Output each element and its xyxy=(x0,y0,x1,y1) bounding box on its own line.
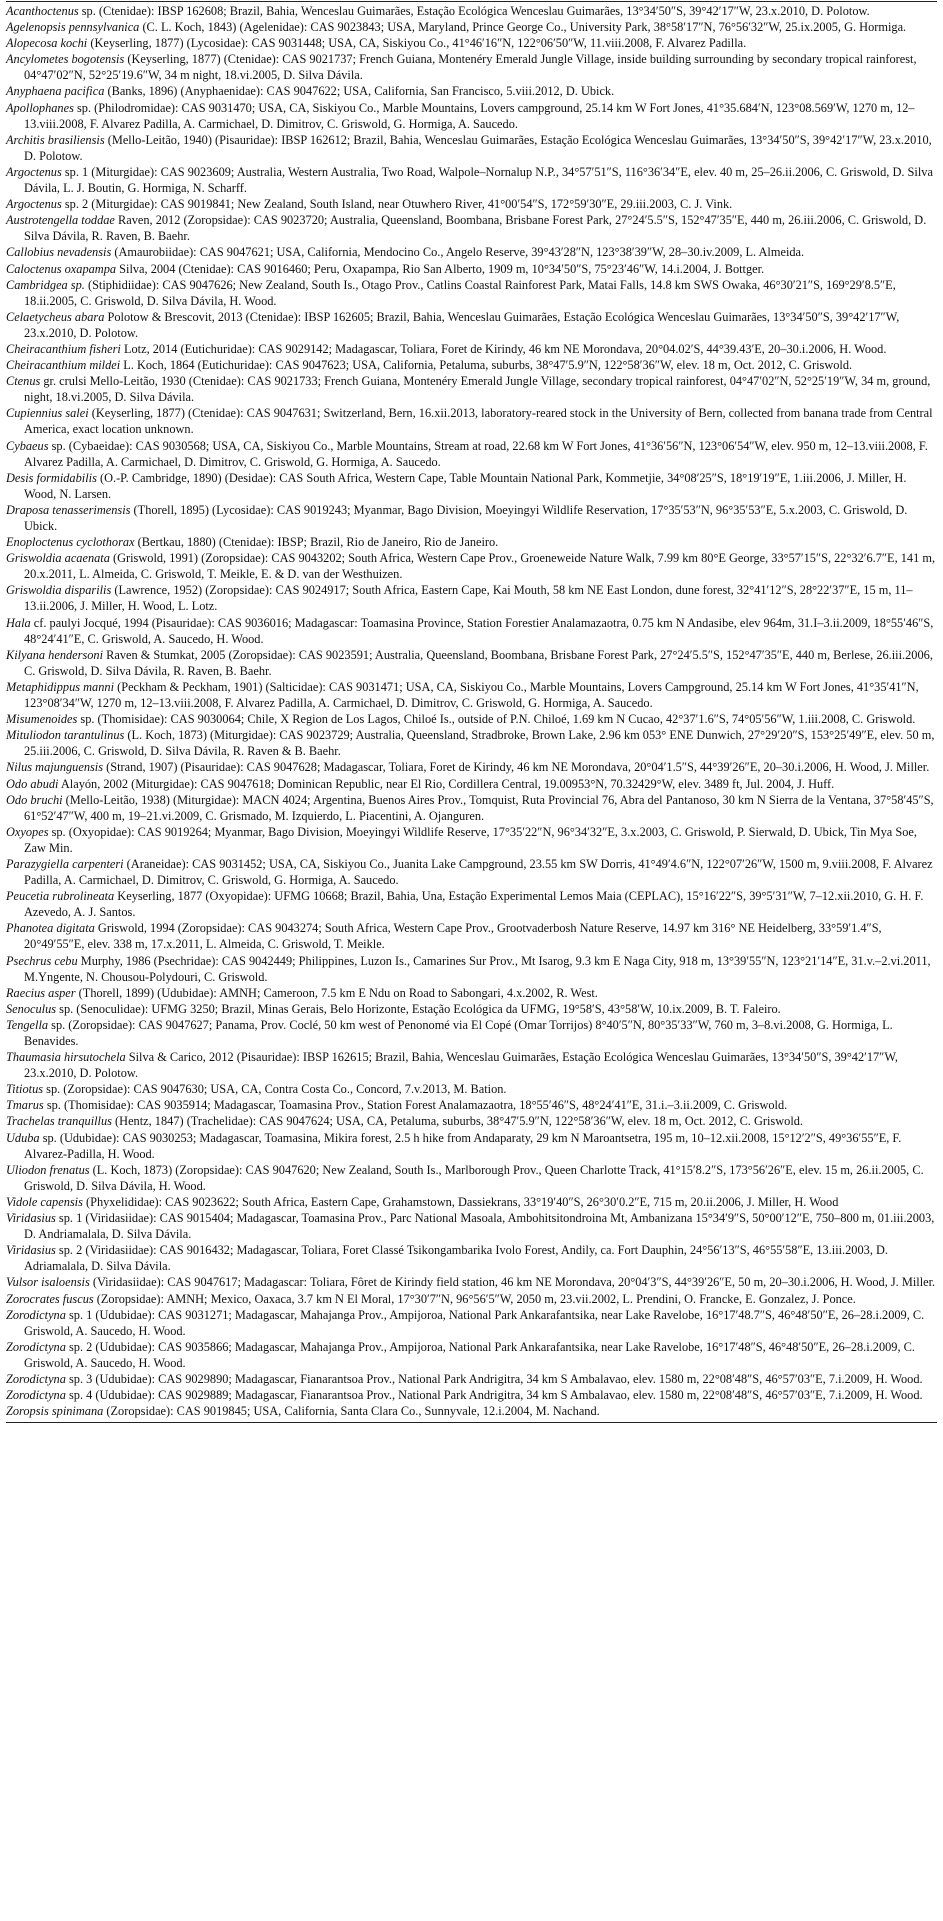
specimen-record: (O.-P. Cambridge, 1890) (Desidae): CAS South Africa, Western Cape, Table Mountain National Park, Kommetjie, 34°08′25″S, 18°19′19″E, 1.iii.2006, J. Miller, H. Wood, N. Larsen. xyxy=(24,470,907,501)
taxon-name: Cybaeus xyxy=(6,438,49,453)
taxon-name: Oxyopes xyxy=(6,824,49,839)
specimen-record: (Mello-Leitão, 1938) (Miturgidae): MACN 4024; Argentina, Buenos Aires Prov., Tomquist, Ruta Provincial 76, Abra del Pantanoso, 30 km N Sierra de la Ventana, 37°58′45″S, 61°52′47″W, 400 m, 19–21.vi.2009, C. Grismado, M. Izquierdo, L. Piacentini, A. Ojanguren. xyxy=(24,792,934,823)
specimen-record: sp. 3 (Udubidae): CAS 9029890; Madagascar, Fianarantsoa Prov., National Park Andrigitra, 34 km S Ambalavao, elev. 1580 m, 22°08′48″S, 46°57′03″E, 7.i.2009, H. Wood. xyxy=(65,1371,923,1386)
list-item xyxy=(6,357,937,373)
list-item xyxy=(6,1371,937,1387)
taxon-name: Nilus majunguensis xyxy=(6,760,104,775)
list-item xyxy=(6,502,937,534)
specimen-appendix-page xyxy=(0,1,943,1921)
list-item xyxy=(6,1403,937,1419)
list-item xyxy=(6,261,937,277)
specimen-record: (C. L. Koch, 1843) (Agelenidae): CAS 9023843; USA, Maryland, Prince George Co., University Park, 38°58′17″N, 76°56′32″W, 25.ix.2005, G. Hormiga. xyxy=(139,20,907,35)
list-item xyxy=(6,679,937,711)
taxon-name: Alopecosa kochi xyxy=(6,36,88,51)
taxon-name: Cambridgea sp. xyxy=(6,277,85,292)
list-item xyxy=(6,132,937,164)
specimen-record: (Keyserling, 1877) (Ctenidae): CAS 9047631; Switzerland, Bern, 16.xii.2013, laboratory-reared stock in the University of Bern, collected from banana trade from Central America, exact location unknown. xyxy=(24,406,933,437)
list-item xyxy=(6,196,937,212)
taxon-name: Raecius asper xyxy=(6,985,76,1000)
taxon-name: Draposa tenasserimensis xyxy=(6,502,131,517)
specimen-record: (Araneidae): CAS 9031452; USA, CA, Siskiyou Co., Juanita Lake Campground, 23.55 km SW Dorris, 41°49′4.6″N, 122°07′26″W, 1500 m, 9.viii.2008, F. Alvarez Padilla, A. Carmichael, D. Dimitrov, C. Griswold, G. Hormiga, A. Saucedo. xyxy=(24,856,933,888)
specimen-record: sp. (Udubidae): CAS 9030253; Madagascar, Toamasina, Mikira forest, 2.5 h hike from Andaparaty, 29 km N Maroantsetra, 195 m, 10–12.xii.2008, 15°12′2″S, 49°36′55″E, F. Alvarez-Padilla, H. Wood. xyxy=(24,1130,902,1161)
list-item xyxy=(6,438,937,470)
specimen-record: (Keyserling, 1877) (Ctenidae): CAS 9021737; French Guiana, Montenéry Emerald Jungle Village, inside building surrounding by secondary tropical rainforest, 04°47′02″N, 52°25′19.6″W, 34 m night, 18.vi.2005, D. Silva Dávila. xyxy=(24,52,917,83)
list-item xyxy=(6,470,937,502)
taxon-name: Metaphidippus manni xyxy=(6,679,115,694)
taxon-name: Griswoldia acaenata xyxy=(6,551,110,566)
specimen-record: sp. (Thomisidae): CAS 9035914; Madagascar, Toamasina Prov., Station Forest Analamazaotra, 18°55′46″S, 48°24′41″E, 31.i.–3.ii.2009, C. Griswold. xyxy=(43,1098,788,1113)
specimen-record: sp. (Senoculidae): UFMG 3250; Brazil, Minas Gerais, Belo Horizonte, Estação Ecológica da UFMG, 19°58′S, 43°58′W, 10.ix.2009, B. T. Faleiro. xyxy=(56,1001,781,1016)
specimen-record: (Stiphidiidae): CAS 9047626; New Zealand, South Is., Otago Prov., Catlins Coastal Rainforest Park, Matai Falls, 14.8 km SWS Owaka, 46°30′21″S, 169°29′8.5″E, 18.ii.2005, C. Griswold, D. Silva Dávila, H. Wood. xyxy=(24,277,896,308)
specimen-record: (Amaurobiidae): CAS 9047621; USA, California, Mendocino Co., Angelo Reserve, 39°43′28″N, 123°38′39″W, 28–30.iv.2009, L. Almeida. xyxy=(111,245,805,260)
list-item xyxy=(6,83,937,99)
taxon-name: Zorodictyna xyxy=(6,1371,66,1386)
list-item xyxy=(6,582,937,614)
list-item xyxy=(6,856,937,888)
list-item xyxy=(6,953,937,985)
list-item xyxy=(6,1339,937,1371)
list-item xyxy=(6,1307,937,1339)
specimen-record: (Thorell, 1895) (Lycosidae): CAS 9019243; Myanmar, Bago Division, Moeyingyi Wildlife Reservation, 17°35′53″N, 96°35′53″E, 5.x.2003, C. Griswold, D. Ubick. xyxy=(24,502,908,533)
list-item xyxy=(6,888,937,920)
taxon-name: Psechrus cebu xyxy=(6,953,78,968)
specimen-record: L. Koch, 1864 (Eutichuridae): CAS 9047623; USA, California, Petaluma, suburbs, 38°47′5.9″N, 122°58′36″W, elev. 18 m, Oct. 2012, C. Griswold. xyxy=(120,358,853,373)
specimen-record: sp. 4 (Udubidae): CAS 9029889; Madagascar, Fianarantsoa Prov., National Park Andrigitra, 34 km S Ambalavao, elev. 1580 m, 22°08′48″S, 46°57′03″E, 7.i.2009, H. Wood. xyxy=(65,1388,923,1403)
taxon-name: Enoploctenus cyclothorax xyxy=(6,535,135,550)
specimen-record: (Strand, 1907) (Pisauridae): CAS 9047628; Madagascar, Toliara, Foret de Kirindy, 46 km NE Morondava, 20°04′1.5″S, 44°39′26″E, 20–30.i.2006, H. Wood, J. Miller. xyxy=(103,760,930,775)
taxon-name: Ctenus xyxy=(6,374,41,389)
specimen-record: Silva & Carico, 2012 (Pisauridae): IBSP 162615; Brazil, Bahia, Wenceslau Guimarães, Estação Ecológica Wenceslau Guimarães, 13°34′50″S, 39°42′17″W, 23.x.2010, D. Polotow. xyxy=(24,1050,898,1081)
list-item xyxy=(6,1001,937,1017)
list-item xyxy=(6,1049,937,1081)
taxon-name: Callobius nevadensis xyxy=(6,245,112,260)
taxon-name: Hala xyxy=(6,615,31,630)
list-item xyxy=(6,1017,937,1049)
list-item xyxy=(6,212,937,244)
specimen-record: cf. paulyi Jocqué, 1994 (Pisauridae): CAS 9036016; Madagascar: Toamasina Province, Station Forestier Analamazaotra, 0.75 km N Andasibe, elev 964m, 31.I–3.ii.2009, 18°55′46″S, 48°24′41″E, C. Griswold, A. Saucedo, H. Wood. xyxy=(24,615,934,646)
list-item xyxy=(6,647,937,679)
taxon-name: Architis brasiliensis xyxy=(6,132,105,147)
taxon-name: Peucetia rubrolineata xyxy=(6,889,115,904)
bottom-rule xyxy=(6,1422,937,1423)
list-item xyxy=(6,534,937,550)
taxon-name: Argoctenus xyxy=(6,164,62,179)
taxon-name: Vulsor isaloensis xyxy=(6,1275,90,1290)
list-item xyxy=(6,1210,937,1242)
taxon-name: Cheiracanthium mildei xyxy=(6,358,121,373)
specimen-record: sp. (Philodromidae): CAS 9031470; USA, CA, Siskiyou Co., Marble Mountains, Lovers campground, 25.14 km W Fort Jones, 41°35.684′N, 123°08.569′W, 1270 m, 12–13.viii.2008, F. Alvarez Padilla, A. Carmichael, D. Dimitrov, C. Griswold, G. Hormiga, A. Saucedo. xyxy=(24,100,915,131)
list-item xyxy=(6,1387,937,1403)
taxon-name: Zorodictyna xyxy=(6,1339,66,1354)
specimen-record: sp. 1 (Udubidae): CAS 9031271; Madagascar, Mahajanga Prov., Ampijoroa, National Park Ankarafantsika, near Lake Ravelobe, 16°17′48.7″S, 46°48′50″E, 26–28.i.2009, C. Griswold, A. Saucedo, H. Wood. xyxy=(24,1307,925,1338)
specimen-record: (Mello-Leitão, 1940) (Pisauridae): IBSP 162612; Brazil, Bahia, Wenceslau Guimarães, Estação Ecológica Wenceslau Guimarães, 13°34′50″S, 39°42′17″W, 23.x.2010, D. Polotow. xyxy=(24,132,932,163)
specimen-record: Lotz, 2014 (Eutichuridae): CAS 9029142; Madagascar, Toliara, Foret de Kirindy, 46 km NE Morondava, 20°04.02′S, 44°39.43′E, 20–30.i.2006, H. Wood. xyxy=(120,341,887,356)
specimen-record: Keyserling, 1877 (Oxyopidae): UFMG 10668; Brazil, Bahia, Una, Estação Experimental Lemos Maia (CEPLAC), 15°16′22″S, 39°5′31″W, 7–12.xii.2010, G. H. F. Azevedo, A. J. Santos. xyxy=(24,889,924,920)
specimen-record: (Zoropsidae): AMNH; Mexico, Oaxaca, 3.7 km N El Moral, 17°30′7″N, 96°56′5″W, 2050 m, 23.vii.2002, L. Prendini, O. Francke, E. Gonzalez, J. Ponce. xyxy=(93,1291,856,1306)
list-item xyxy=(6,1097,937,1113)
taxon-name: Kilyana hendersoni xyxy=(6,647,104,662)
list-item xyxy=(6,309,937,341)
list-item xyxy=(6,776,937,792)
list-item xyxy=(6,1194,937,1210)
taxon-name: Zorodictyna xyxy=(6,1388,66,1403)
taxon-name: Griswoldia disparilis xyxy=(6,583,112,598)
specimen-record: (Lawrence, 1952) (Zoropsidae): CAS 9024917; South Africa, Eastern Cape, Kai Mouth, 58 km NE East London, dune forest, 32°41′12″S, 28°22′37″E, 15 m, 11–13.ii.2006, J. Miller, H. Wood, L. Lotz. xyxy=(24,583,913,614)
specimen-record: sp. 2 (Udubidae): CAS 9035866; Madagascar, Mahajanga Prov., Ampijoroa, National Park Ankarafantsika, near Lake Ravelobe, 16°17′48″S, 46°48′50″E, 26–28.i.2009, C. Griswold, A. Saucedo, H. Wood. xyxy=(24,1339,915,1370)
taxon-name: Desis formidabilis xyxy=(6,470,97,485)
specimen-record: (Viridasiidae): CAS 9047617; Madagascar: Toliara, Fôret de Kirindy field station, 46 km NE Morondava, 20°04′3″S, 44°39′26″E, 50 m, 20–30.i.2006, H. Wood, J. Miller. xyxy=(89,1275,936,1290)
taxon-name: Titiotus xyxy=(6,1082,44,1097)
taxon-name: Argoctenus xyxy=(6,197,62,212)
taxon-name: Agelenopsis pennsylvanica xyxy=(6,20,140,35)
list-item xyxy=(6,405,937,437)
specimen-record: Raven, 2012 (Zoropsidae): CAS 9023720; Australia, Queensland, Boombana, Brisbane Forest Park, 27°24′5.5″S, 152°47′35″E, 440 m, 26.iii.2006, C. Griswold, D. Silva Dávila, R. Raven, B. Baehr. xyxy=(24,213,927,244)
specimen-record: sp. (Zoropsidae): CAS 9047630; USA, CA, Contra Costa Co., Concord, 7.v.2013, M. Bation. xyxy=(43,1082,507,1097)
specimen-record: Alayón, 2002 (Miturgidae): CAS 9047618; Dominican Republic, near El Rio, Cordillera Central, 19.00953°N, 70.32429°W, elev. 3489 ft, Jul. 2004, J. Huff. xyxy=(58,776,835,791)
specimen-record: sp. 1 (Viridasiidae): CAS 9015404; Madagascar, Toamasina Prov., Parc National Masoala, Ambohitsitondroina Mt, Ambanizana 15°34′9″S, 50°00′12″E, 750–800 m, 01.iii.2003, D. Andriamalala, D. Silva Dávila. xyxy=(24,1211,935,1242)
taxon-name: Thaumasia hirsutochela xyxy=(6,1050,126,1065)
list-item xyxy=(6,727,937,759)
list-item xyxy=(6,792,937,824)
taxon-name: Parazygiella carpenteri xyxy=(6,856,124,871)
taxon-name: Acanthoctenus xyxy=(6,4,79,18)
specimen-record: (Griswold, 1991) (Zoropsidae): CAS 9043202; South Africa, Western Cape Prov., Groeneweide Nature Walk, 7.99 km 80°E George, 33°57′15″S, 22°32′6.7″E, 141 m, 20.x.2011, L. Almeida, C. Griswold, T. Meikle, E. & D. van der Westhuizen. xyxy=(24,551,936,582)
taxon-name: Tengella xyxy=(6,1017,49,1032)
specimen-record: Raven & Stumkat, 2005 (Zoropsidae): CAS 9023591; Australia, Queensland, Boombana, Brisbane Forest Park, 27°24′5.5″S, 152°47′35″E, 440 m, Berlese, 26.iii.2006, C. Griswold, D. Silva Dávila, R. Raven, B. Baehr. xyxy=(24,647,933,678)
list-item xyxy=(6,277,937,309)
list-item xyxy=(6,164,937,196)
list-item xyxy=(6,19,937,35)
taxon-name: Apollophanes xyxy=(6,100,74,115)
specimen-record: (Phyxelididae): CAS 9023622; South Africa, Eastern Cape, Grahamstown, Dassiekrans, 33°19′40″S, 26°30′0.2″E, 715 m, 20.ii.2006, J. Miller, H. Wood xyxy=(82,1194,839,1209)
taxon-name: Viridasius xyxy=(6,1211,56,1226)
list-item xyxy=(6,824,937,856)
taxon-name: Odo abudi xyxy=(6,776,59,791)
list-item xyxy=(6,1291,937,1307)
taxon-name: Zorodictyna xyxy=(6,1307,66,1322)
taxon-name: Zorocrates fuscus xyxy=(6,1291,94,1306)
specimen-record: Murphy, 1986 (Psechridae): CAS 9042449; Philippines, Luzon Is., Camarines Sur Prov., Mt Isarog, 9.3 km E Naga City, 918 m, 13°39′55″N, 123°21′14″E, 31.v.–2.vi.2011, M.Yngente, N. Chousou-Polydouri, C. Griswold. xyxy=(24,953,931,984)
specimen-record: (Peckham & Peckham, 1901) (Salticidae): CAS 9031471; USA, CA, Siskiyou Co., Marble Mountains, Lovers Campground, 25.14 km W Fort Jones, 41°35′41″N, 123°08′34″W, 1270 m, 12–13.viii.2008, F. Alvarez Padilla, A. Carmichael, D. Dimitrov, C. Griswold, G. Hormiga, A. Saucedo. xyxy=(24,679,919,711)
taxon-name: Vidole capensis xyxy=(6,1194,83,1209)
taxon-name: Mituliodon tarantulinus xyxy=(6,728,125,743)
list-item xyxy=(6,341,937,357)
list-item xyxy=(6,35,937,51)
specimen-record: sp. (Zoropsidae): CAS 9047627; Panama, Prov. Coclé, 50 km west of Penonomé via El Copé (Omar Torrijos) 8°40′5″N, 80°35′33″W, 760 m, 3–8.vi.2008, G. Hormiga, L. Benavides. xyxy=(24,1017,893,1048)
taxon-name: Trachelas tranquillus xyxy=(6,1114,112,1129)
specimen-record: (L. Koch, 1873) (Miturgidae): CAS 9023729; Australia, Queensland, Stradbroke, Brown Lake, 2.96 km 053° ENE Dunwich, 27°29′20″S, 153°25′49″E, elev. 50 m, 25.iii.2006, C. Griswold, D. Silva Dávila, R. Raven & B. Baehr. xyxy=(24,728,935,759)
taxon-name: Viridasius xyxy=(6,1243,56,1258)
taxon-name: Austrotengella toddae xyxy=(6,213,115,228)
taxon-name: Cupiennius salei xyxy=(6,406,89,421)
list-item xyxy=(6,711,937,727)
specimen-record: Silva, 2004 (Ctenidae): CAS 9016460; Peru, Oxapampa, Rio San Alberto, 1909 m, 10°34′50″S, 75°23′46″W, 14.i.2004, J. Bottger. xyxy=(116,261,765,276)
specimen-record: (Thorell, 1899) (Udubidae): AMNH; Cameroon, 7.5 km E Ndu on Road to Sabongari, 4.x.2002, R. West. xyxy=(75,985,598,1000)
specimen-record: (Bertkau, 1880) (Ctenidae): IBSP; Brazil, Rio de Janeiro, Rio de Janeiro. xyxy=(134,535,499,550)
list-item xyxy=(6,920,937,952)
taxon-name: Anyphaena pacifica xyxy=(6,84,105,99)
specimen-record: sp. (Ctenidae): IBSP 162608; Brazil, Bahia, Wenceslau Guimarães, Estação Ecológica Wenceslau Guimarães, 13°34′50″S, 39°42′17″W, 23.x.2010, D. Polotow. xyxy=(78,4,870,18)
list-item xyxy=(6,759,937,775)
specimen-record: sp. (Thomisidae): CAS 9030064; Chile, X Region de Los Lagos, Chiloé Is., outside of P.N. Chiloé, 1.69 km N Cucao, 42°37′1.6″S, 74°05′56″W, 1.iii.2008, C. Griswold. xyxy=(77,712,916,727)
list-item xyxy=(6,51,937,83)
specimen-record: (Zoropsidae): CAS 9019845; USA, California, Santa Clara Co., Sunnyvale, 12.i.2004, M. Nachand. xyxy=(103,1404,600,1419)
specimen-record: Polotow & Brescovit, 2013 (Ctenidae): IBSP 162605; Brazil, Bahia, Wenceslau Guimarães, Estação Ecológica Wenceslau Guimarães, 13°34′50″S, 39°42′17″W, 23.x.2010, D. Polotow. xyxy=(24,309,900,340)
taxon-name: Celaetycheus abara xyxy=(6,309,105,324)
specimen-record: sp. 2 (Viridasiidae): CAS 9016432; Madagascar, Toliara, Foret Classé Tsikongambarika Ivolo Forest, Andily, ca. Fort Dauphin, 24°56′13″S, 46°55′58″E, 13.iii.2003, D. Adriamalala, D. Silva Dávila. xyxy=(24,1243,888,1274)
list-item xyxy=(6,1242,937,1274)
list-item xyxy=(6,244,937,260)
specimen-record: (L. Koch, 1873) (Zoropsidae): CAS 9047620; New Zealand, South Is., Marlborough Prov., Queen Charlotte Track, 41°15′8.2″S, 173°56′26″E, elev. 15 m, 26.ii.2005, C. Griswold, D. Silva Dávila, H. Wood. xyxy=(24,1162,924,1193)
list-item xyxy=(6,3,937,19)
list-item xyxy=(6,550,937,582)
taxon-name: Misumenoides xyxy=(6,712,78,727)
list-item xyxy=(6,615,937,647)
list-item xyxy=(6,1113,937,1129)
taxon-name: Zoropsis spinimana xyxy=(6,1404,104,1419)
specimen-record: gr. crulsi Mello-Leitão, 1930 (Ctenidae): CAS 9021733; French Guiana, Montenéry Emerald Jungle Village, secondary tropical rainforest, 04°47′02″N, 52°25′19″W, 34 m, ground, night, 18.vi.2005, D. Silva Dávila. xyxy=(24,374,931,405)
specimen-record: sp. (Oxyopidae): CAS 9019264; Myanmar, Bago Division, Moeyingyi Wildlife Reserve, 17°35′22″N, 96°34′32″E, 3.x.2003, C. Griswold, P. Sierwald, D. Ubick, Tin Mya Soe, Zaw Min. xyxy=(24,824,917,855)
taxon-name: Cheiracanthium fisheri xyxy=(6,341,121,356)
list-item xyxy=(6,373,937,405)
taxon-name: Caloctenus oxapampa xyxy=(6,261,117,276)
list-item xyxy=(6,1274,937,1290)
specimen-record: (Keyserling, 1877) (Lycosidae): CAS 9031448; USA, CA, Siskiyou Co., 41°46′16″N, 122°06′50″W, 11.viii.2008, F. Alvarez Padilla. xyxy=(87,36,747,51)
taxon-name: Uliodon frenatus xyxy=(6,1162,90,1177)
list-item xyxy=(6,100,937,132)
specimen-record: sp. (Cybaeidae): CAS 9030568; USA, CA, Siskiyou Co., Marble Mountains, Stream at road, 22.68 km W Fort Jones, 41°36′56″N, 123°06′54″W, elev. 950 m, 12–13.viii.2008, F. Alvarez Padilla, A. Carmichael, D. Dimitrov, C. Griswold, G. Hormiga, A. Saucedo. xyxy=(24,438,928,469)
taxon-name: Phanotea digitata xyxy=(6,921,95,936)
taxon-name: Odo bruchi xyxy=(6,792,63,807)
taxon-name: Uduba xyxy=(6,1130,40,1145)
specimen-record: (Banks, 1896) (Anyphaenidae): CAS 9047622; USA, California, San Francisco, 5.viii.2012, D. Ubick. xyxy=(104,84,615,99)
taxon-name: Tmarus xyxy=(6,1098,44,1113)
list-item xyxy=(6,1130,937,1162)
specimen-record: (Hentz, 1847) (Trachelidae): CAS 9047624; USA, CA, Petaluma, suburbs, 38°47′5.9″N, 122°58′36″W, elev. 18 m, Oct. 2012, C. Griswold. xyxy=(111,1114,804,1129)
taxon-name: Senoculus xyxy=(6,1001,57,1016)
list-item xyxy=(6,1081,937,1097)
specimen-list xyxy=(6,2,937,1419)
list-item xyxy=(6,985,937,1001)
specimen-record: sp. 2 (Miturgidae): CAS 9019841; New Zealand, South Island, near Otuwhero River, 41°00′54″S, 172°59′30″E, 29.iii.2003, C. J. Vink. xyxy=(61,197,733,212)
specimen-record: sp. 1 (Miturgidae): CAS 9023609; Australia, Western Australia, Two Road, Walpole–Nornalup N.P., 34°57′51″S, 116°36′34″E, elev. 40 m, 25–26.ii.2006, C. Griswold, D. Silva Dávila, L. J. Boutin, G. Hormiga, N. Scharff. xyxy=(24,164,933,196)
taxon-name: Ancylometes bogotensis xyxy=(6,52,125,67)
list-item xyxy=(6,1162,937,1194)
specimen-record: Griswold, 1994 (Zoropsidae): CAS 9043274; South Africa, Western Cape Prov., Grootvaderbosh Nature Reserve, 14.97 km 316° NE Heidelberg, 33°59′1.4″S, 20°49′55″E, elev. 338 m, 17.x.2011, L. Almeida, C. Griswold, T. Meikle. xyxy=(24,921,882,952)
